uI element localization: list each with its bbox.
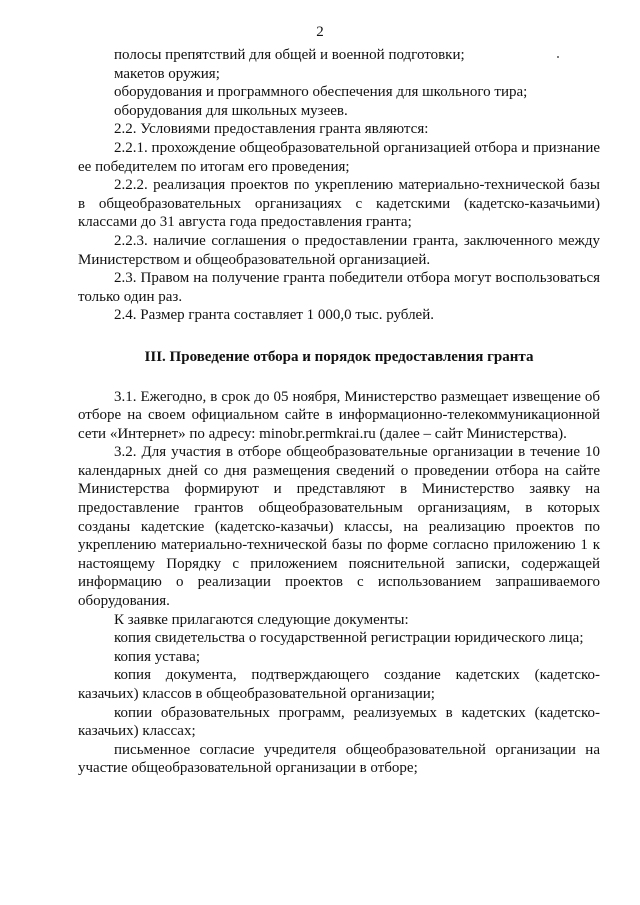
paragraph-3-2: 3.2. Для участия в отборе общеобразовательные организации в течение 10 календарных дней со дня размещения сведений о проведении отбора на сайте Министерства формируют и представляют в Министерство заявку на предоставление грантов общеобразовательным организациям, в которых созданы кадетские (кадетско-казачьи) классы, на реализацию проектов по укреплению материально-технической базы по форме согласно приложению 1 к настоящему Порядку с приложением пояснительной записки, содержащей информацию о реализации проектов с использованием запрашиваемого оборудования. xyxy=(78,444,600,610)
page-number: 2 xyxy=(316,24,324,40)
section-gap xyxy=(78,367,600,388)
document-body xyxy=(78,46,600,778)
paragraph-2-3: 2.3. Правом на получение гранта победители отбора могут воспользоваться только один раз. xyxy=(78,270,600,305)
paragraph-charter-copy: копия устава; xyxy=(114,648,200,665)
paragraph-museum-equipment: оборудования для школьных музеев. xyxy=(114,102,348,119)
section-heading: III. Проведение отбора и порядок предоставления гранта xyxy=(144,348,534,365)
paragraph-2-2-3: 2.2.3. наличие соглашения о предоставлении гранта, заключенного между Министерством и общеобразовательной организацией. xyxy=(78,232,600,268)
paragraph-3-1: 3.1. Ежегодно, в срок до 05 ноября, Министерство размещает извещение об отборе на своем официальном сайте в информационно-телекоммуникационной сети «Интернет» по адресу: minobr.permkrai.ru (далее – сайт Министерства). xyxy=(78,388,600,442)
paragraph-founder-consent: письменное согласие учредителя общеобразовательной организации на участие общеобразовательной организации в отборе; xyxy=(78,741,600,777)
paragraph-documents-intro: К заявке прилагаются следующие документы: xyxy=(114,611,409,628)
paragraph-cadet-classes-doc: копия документа, подтверждающего создание кадетских (кадетско-казачьих) классов в общеобразовательной организации; xyxy=(78,667,600,702)
paragraph-registration-copy: копия свидетельства о государственной регистрации юридического лица; xyxy=(114,630,584,647)
paragraph-shooting-range-equipment: оборудования и программного обеспечения для школьного тира; xyxy=(114,84,528,101)
paragraph-2-4: 2.4. Размер гранта составляет 1 000,0 тыс. рублей. xyxy=(114,307,434,324)
paragraph-obstacle-courses: полосы препятствий для общей и военной подготовки; xyxy=(114,47,465,63)
paragraph-2-2-1: 2.2.1. прохождение общеобразовательной организацией отбора и признание ее победителем по итогам его проведения; xyxy=(78,139,600,175)
paragraph-2-2: 2.2. Условиями предоставления гранта являются: xyxy=(114,121,429,138)
paragraph-weapon-models: макетов оружия; xyxy=(114,65,220,82)
paragraph-educational-programs: копии образовательных программ, реализуемых в кадетских (кадетско-казачьих) классах; xyxy=(78,704,600,740)
paragraph-2-2-2: 2.2.2. реализация проектов по укреплению материально-технической базы в общеобразовательных организациях с кадетскими (кадетско-казачьими) классами до 31 августа года предоставления гранта; xyxy=(78,177,600,231)
